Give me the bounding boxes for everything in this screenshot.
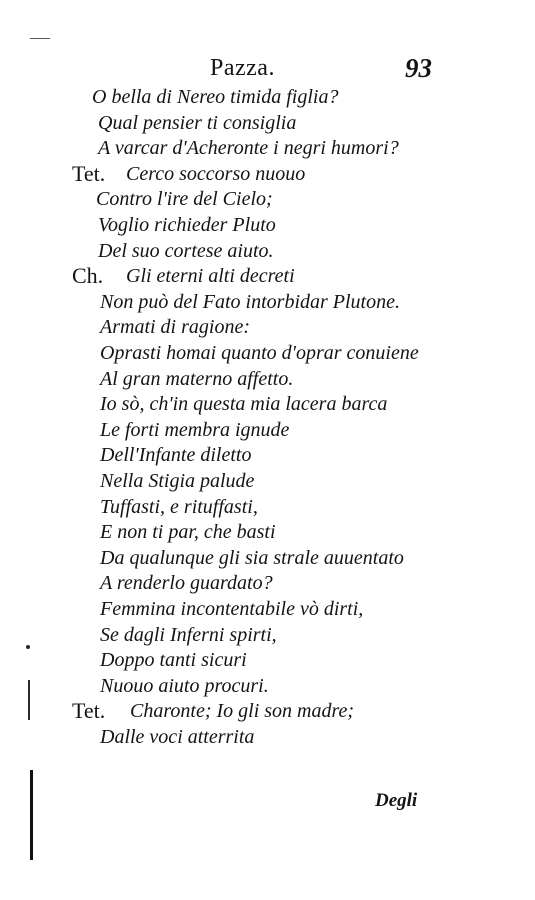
page-number: 93: [405, 53, 432, 83]
running-title: Pazza.: [210, 55, 275, 81]
verse-line: [0, 595, 535, 623]
verse-line-text: Se dagli Inferni spirti,: [100, 623, 277, 646]
verse-line: [0, 441, 535, 469]
verse-line-text: Oprasti homai quanto d'oprar conuiene: [100, 342, 419, 364]
verse-line-text: Voglio richieder Pluto: [98, 214, 276, 236]
verse-line-text: Cerco soccorso nuouo: [126, 162, 306, 185]
verse-line: [0, 672, 535, 700]
verse-line-text: Tuffasti, e rituffasti,: [100, 495, 258, 518]
verse-line: [0, 211, 535, 239]
verse-line: [0, 416, 535, 444]
verse-line-text: Qual pensier ti consiglia: [98, 111, 297, 134]
verse-line: [0, 109, 535, 137]
verse-line-text: Armati di ragione:: [100, 316, 250, 339]
verse-line: [0, 697, 535, 725]
verse-line-text: Io sò, ch'in questa mia lacera barca: [100, 393, 388, 416]
verse-line: [0, 493, 535, 521]
verse-line-text: A renderlo guardato?: [100, 572, 273, 595]
speaker-label: Tet.: [72, 698, 106, 724]
verse-line: [0, 160, 535, 188]
verse-line-text: E non ti par, che basti: [100, 521, 276, 544]
verse-line: [0, 467, 535, 495]
gutter-binding-shadow: [30, 770, 33, 860]
verse-line-text: Femmina incontentabile vò dirti,: [100, 598, 364, 620]
speaker-label: Tet.: [72, 160, 106, 186]
verse-line-text: A varcar d'Acheronte i negri humori?: [98, 137, 399, 160]
verse-line-text: Dell'Infante diletto: [100, 444, 252, 467]
verse-line: [0, 723, 535, 751]
verse-line: [0, 313, 535, 341]
verse-line-text: Doppo tanti sicuri: [100, 649, 247, 672]
verse-line-text: Nuouo aiuto procuri.: [100, 674, 269, 697]
verse-line-text: O bella di Nereo timida figlia?: [92, 86, 339, 108]
verse-line: [0, 569, 535, 597]
verse-line: [0, 262, 535, 290]
verse-line: [0, 621, 535, 649]
speaker-label: Ch.: [72, 263, 104, 289]
verse-line-text: Gli eterni alti decreti: [126, 265, 295, 288]
verse-line-text: Nella Stigia palude: [100, 470, 255, 492]
verse-line: [0, 134, 535, 162]
verse-line: [0, 646, 535, 674]
verse-line: [0, 518, 535, 546]
verse-line: [0, 288, 535, 316]
verse-line-text: Non può del Fato intorbidar Plutone.: [100, 290, 400, 313]
verse-line: [0, 390, 535, 418]
verse-line-text: Contro l'ire del Cielo;: [96, 188, 273, 211]
verse-line-text: Dalle voci atterrita: [100, 726, 255, 748]
gutter-rule: [30, 38, 50, 39]
verse-line-text: Del suo cortese aiuto.: [98, 239, 274, 262]
verse-line: [0, 185, 535, 213]
verse-line-text: Le forti membra ignude: [100, 418, 290, 441]
verse-line: [0, 83, 535, 111]
verse-line: [0, 237, 535, 265]
verse-line-text: Al gran materno affetto.: [100, 367, 294, 390]
verse-line-text: Da qualunque gli sia strale auuentato: [100, 546, 404, 569]
catchword: Degli: [375, 790, 418, 811]
verse-line-text: Charonte; Io gli son madre;: [130, 700, 355, 723]
verse-line: [0, 544, 535, 572]
verse-line: [0, 365, 535, 393]
verse-line: [0, 339, 535, 367]
